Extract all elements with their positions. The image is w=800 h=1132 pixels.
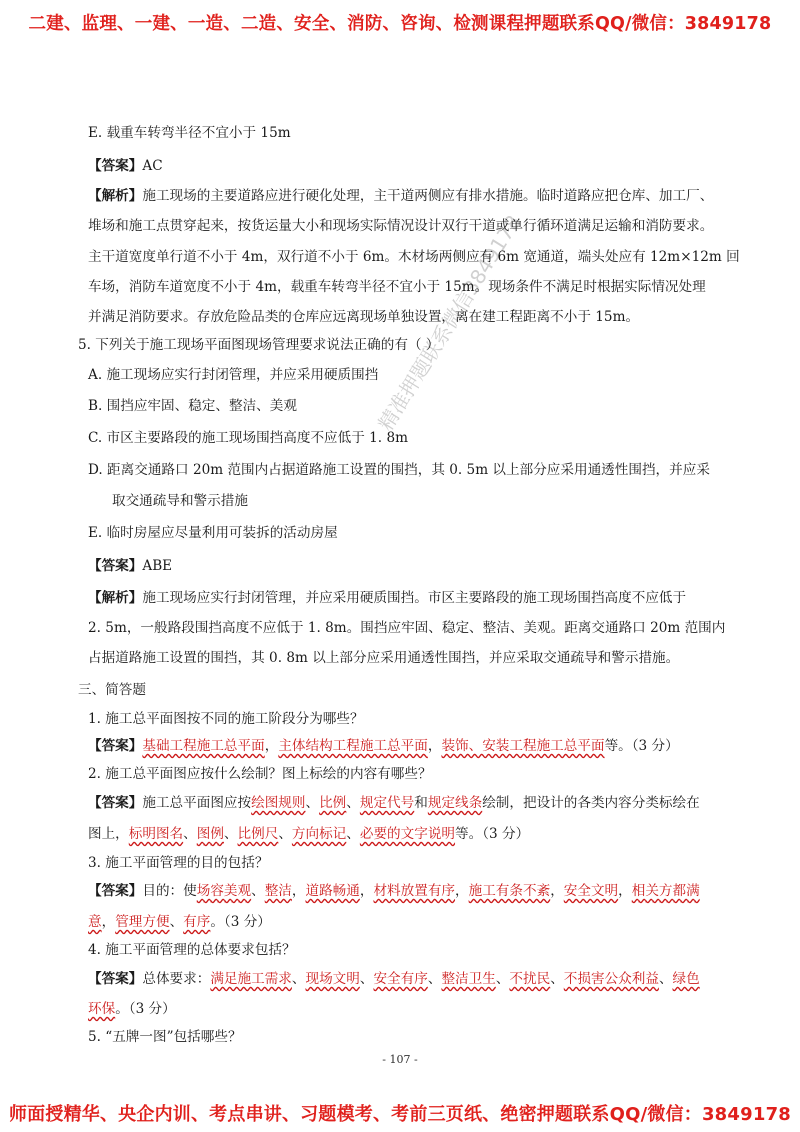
answer-line [88,156,163,176]
short-question-2: 2. 施工总平面图应按什么绘制？图上标绘的内容有哪些？ [88,766,432,782]
option-d: D. 距离交通路口 20m 范围内占据道路施工设置的围挡，其 0. 5m 以上部分应采用通透性围挡，并应采 [88,462,710,478]
top-ad-banner: 二建、监理、一建、一造、二造、安全、消防、咨询、检测课程押题联系QQ/微信：3849178 [28,14,772,34]
analysis-line: 并满足消防要求。存放危险品类的仓库应远离现场单独设置，离在建工程距离不小于 15m。 [88,309,640,325]
short-question-3: 3. 施工平面管理的目的包括？ [88,855,269,871]
question-5: 5. 下列关于施工现场平面图现场管理要求说法正确的有（ ） [78,337,440,353]
answer-value: ABE [142,558,173,574]
analysis-line: 主干道宽度单行道不小于 4m，双行道不小于 6m。木材场两侧应有 6m 宽通道，端头处应有 12m×12m 回 [88,249,740,265]
analysis-line: 堆场和施工点贯穿起来，按货运量大小和现场实际情况设计双行干道或单行循环道满足运输和消防要求。 [88,218,714,234]
analysis-line: 【解析】施工现场的主要道路应进行硬化处理，主干道两侧应有排水措施。临时道路应把仓库、加工厂、 [88,188,714,204]
answer-line [88,556,172,576]
watermark: 精准押题联系微信3849178 [373,210,526,435]
option-a: A. 施工现场应实行封闭管理，并应采用硬质围挡 [88,367,379,383]
short-question-1: 1. 施工总平面图按不同的施工阶段分为哪些？ [88,711,364,727]
analysis-tag: 【解析】 [88,590,143,606]
short-answer-3-cont: 意，管理方便、有序。（3 分） [88,914,271,930]
short-answer-3: 【答案】目的：使场容美观、整洁，道路畅通，材料放置有序，施工有条不紊，安全文明，相关方都满 [88,883,700,899]
option-e: E. 载重车转弯半径不宜小于 15m [88,125,291,141]
short-question-5: 5. “五牌一图”包括哪些？ [88,1029,242,1045]
analysis-line: 车场，消防车道宽度不小于 4m，载重车转弯半径不宜小于 15m。现场条件不满足时根据实际情况处理 [88,279,706,295]
analysis-line: 【解析】施工现场应实行封闭管理，并应采用硬质围挡。市区主要路段的施工现场围挡高度不应低于 [88,590,687,606]
short-answer-1: 【答案】基础工程施工总平面，主体结构工程施工总平面，装饰、安装工程施工总平面等。（3 分） [88,738,679,754]
option-d-cont: 取交通疏导和警示措施 [112,493,248,509]
option-b: B. 围挡应牢固、稳定、整洁、美观 [88,398,297,414]
section-heading: 三、简答题 [78,682,146,698]
option-c: C. 市区主要路段的施工现场围挡高度不应低于 1. 8m [88,430,408,446]
answer-value: AC [142,158,163,174]
bottom-ad-banner: 师面授精华、央企内训、考点串讲、习题模考、考前三页纸、绝密押题联系QQ/微信：3849178 [8,1104,792,1125]
short-question-4: 4. 施工平面管理的总体要求包括？ [88,942,296,958]
answer-tag: 【答案】 [88,158,143,174]
page-number: - 107 - [382,1053,418,1066]
short-answer-4-cont: 环保。（3 分） [88,1001,176,1017]
analysis-line: 2. 5m，一般路段围挡高度不应低于 1. 8m。围挡应牢固、稳定、整洁、美观。距离交通路口 20m 范围内 [88,620,726,636]
short-answer-4: 【答案】总体要求：满足施工需求、现场文明、安全有序、整洁卫生、不扰民、不损害公众利益、绿色 [88,971,700,987]
option-e: E. 临时房屋应尽量利用可装拆的活动房屋 [88,525,338,541]
analysis-line: 占据道路施工设置的围挡，其 0. 8m 以上部分应采用通透性围挡，并应采取交通疏导和警示措施。 [88,650,680,666]
answer-tag: 【答案】 [88,558,143,574]
short-answer-2: 【答案】施工总平面图应按绘图规则、比例、规定代号和规定线条绘制，把设计的各类内容分类标绘在 [88,795,700,811]
analysis-tag: 【解析】 [88,188,143,204]
short-answer-2-cont: 图上，标明图名、图例、比例尺、方向标记、必要的文字说明等。（3 分） [88,826,530,842]
